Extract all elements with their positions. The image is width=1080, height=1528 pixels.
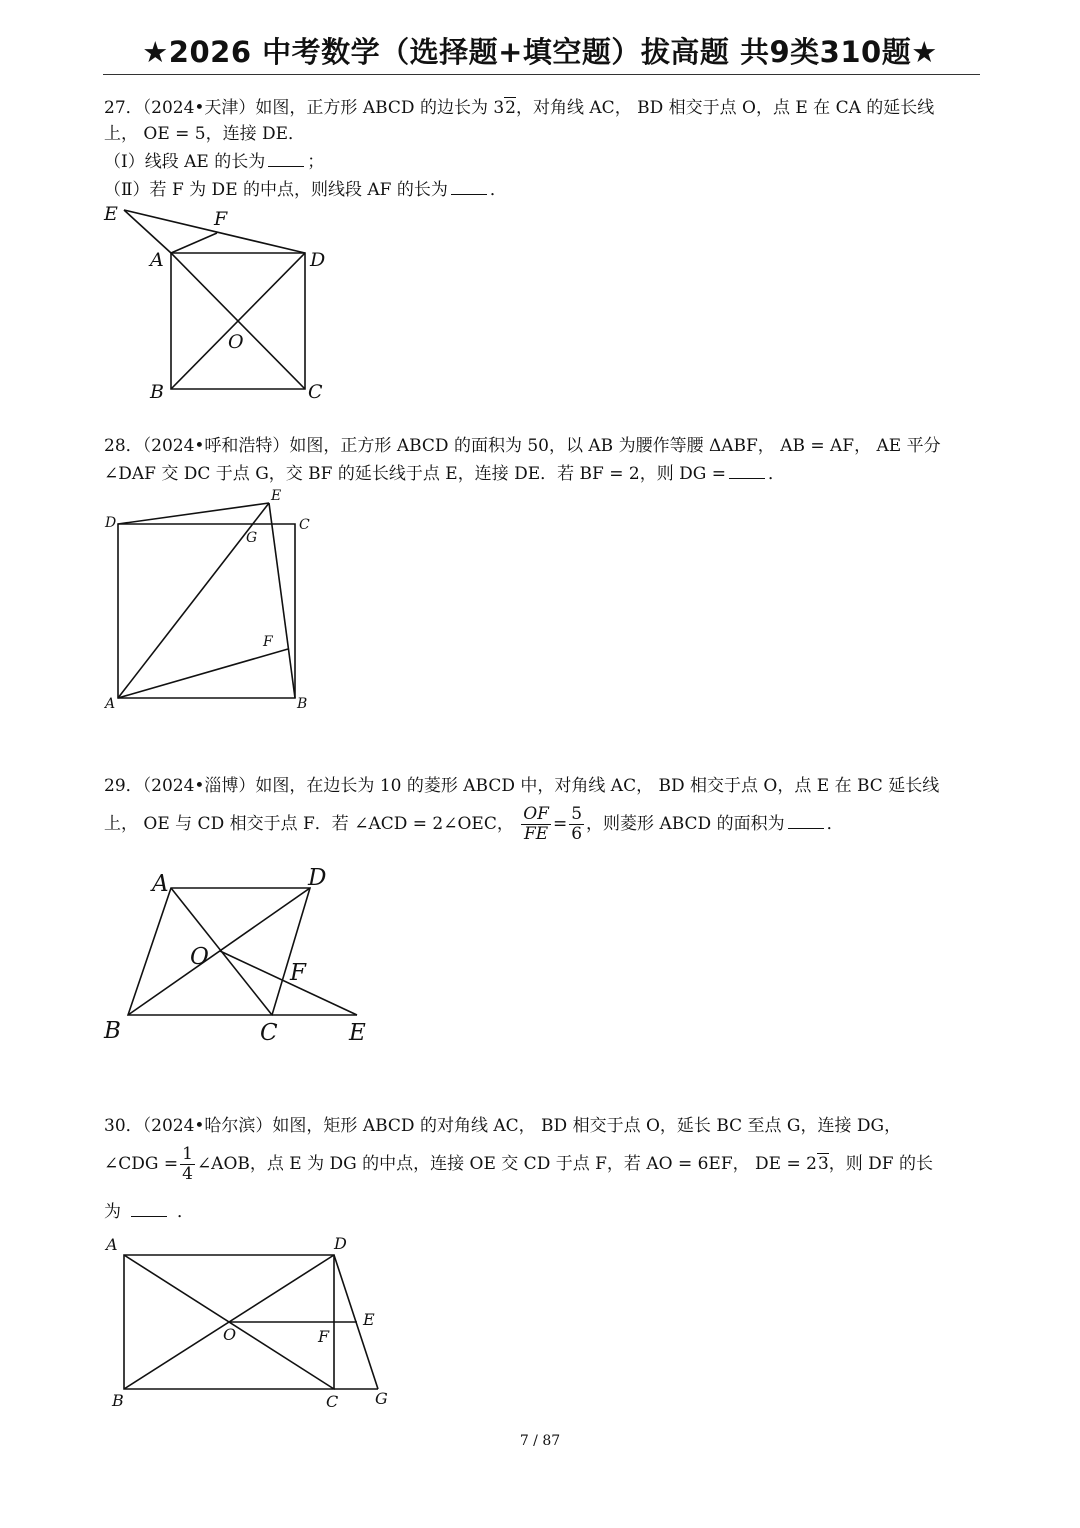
label-c: C [308,381,323,403]
label-f: F [290,960,306,986]
label-b: B [150,381,164,403]
problem-27-text-b: ，对角线 AC， BD 相交于点 O，点 E 在 CA 的延长线 [516,98,935,118]
problem-30-end: ． [177,1202,194,1222]
fraction-numerator: OF [523,804,549,824]
diagonal-bd [128,888,310,1015]
equals-sign: = [552,814,568,834]
fraction-numerator: 1 [182,1144,193,1164]
label-b: B [297,696,308,712]
label-o: O [223,1325,237,1344]
problem-27-part-1-end: ； [307,152,325,172]
label-b: B [104,1018,121,1044]
problem-28-line-2 [104,462,785,486]
problem-29-text-b: ，则菱形 ABCD 的面积为 [586,814,785,834]
label-d: D [310,249,326,271]
label-b: B [112,1391,124,1410]
label-d: D [334,1234,347,1253]
fraction-denominator: 6 [571,824,583,844]
label-a: A [105,696,116,712]
sqrt-3: 3 [817,1154,829,1174]
sqrt-2: 2 [505,98,516,118]
label-e: E [363,1310,375,1329]
problem-27-part-2-end: ． [489,180,507,200]
fraction-denominator: 4 [182,1164,193,1184]
problem-27-part-1-text: （Ⅰ）线段 AE 的长为 [104,152,266,172]
label-g: G [246,530,258,546]
label-f: F [263,634,273,650]
label-e: E [349,1020,366,1046]
problem-28-end: ． [767,464,785,484]
label-g: G [375,1389,388,1408]
segment-ea [124,210,171,253]
segment-de [118,503,269,524]
problem-27-line-2: 上， OE = 5，连接 DE． [104,124,306,144]
label-o: O [228,331,244,353]
problem-28-text: ∠DAF 交 DC 于点 G，交 BF 的延长线于点 E，连接 DE．若 BF = 2，则 DG = [104,464,726,484]
problem-27-part-2 [104,178,507,202]
answer-blank[interactable] [131,1202,167,1217]
problem-30-line-3 [104,1200,194,1224]
fraction-numerator: 5 [571,804,583,824]
label-c: C [260,1020,278,1046]
problem-28-line-1: 28．（2024•呼和浩特）如图，正方形 ABCD 的面积为 50，以 AB 为腰作等腰 ΔABF， AB = AF， AE 平分 [104,436,941,456]
label-e: E [104,203,118,225]
problem-29-line-1: 29．（2024•淄博）如图，在边长为 10 的菱形 ABCD 中，对角线 AC， BD 相交于点 O，点 E 在 BC 延长线 [104,776,940,796]
label-f: F [318,1327,330,1346]
problem-29-end: ． [826,814,844,834]
answer-blank[interactable] [451,180,487,195]
fraction-1-over-4 [180,1145,195,1184]
label-c: C [299,517,310,533]
label-a: A [152,871,169,897]
fraction-of-over-fe [521,805,551,844]
problem-27-figure [100,200,340,410]
label-c: C [326,1392,339,1411]
page-number: 7 / 87 [519,1433,561,1449]
problem-30-line-1: 30．（2024•哈尔滨）如图，矩形 ABCD 的对角线 AC， BD 相交于点 O，延长 BC 至点 G，连接 DG， [104,1116,902,1136]
answer-blank[interactable] [788,814,824,829]
page-header-title: ★2026 中考数学（选择题+填空题）拔高题 共9类310题★ [142,35,938,69]
segment-eb [269,503,295,698]
problem-29-line-2 [104,804,844,844]
problem-30-figure [100,1232,400,1412]
answer-blank[interactable] [729,464,765,479]
label-d: D [308,865,327,891]
problem-30-text-d: 为 [104,1202,121,1222]
problem-30-text-c: ，则 DF 的长 [828,1154,933,1174]
label-o: O [190,944,209,970]
problem-29-text-a: 上， OE 与 CD 相交于点 F．若 ∠ACD = 2∠OEC， [104,814,514,834]
fraction-5-over-6 [569,805,584,844]
label-e: E [271,488,282,504]
label-a: A [106,1235,118,1254]
label-d: D [105,515,117,531]
header-rule [103,74,980,75]
segment-af [171,233,217,253]
problem-27-text-a: 27．（2024•天津）如图，正方形 ABCD 的边长为 3 [104,98,505,118]
problem-27-part-1 [104,150,324,174]
fraction-denominator: FE [523,824,549,844]
segment-af [118,649,288,698]
problem-30-line-2 [104,1144,933,1184]
label-f: F [214,208,228,230]
problem-30-text-a: ∠CDG = [104,1154,179,1174]
problem-27-line-1 [104,96,934,120]
problem-28-figure [100,486,320,716]
problem-30-text-b: ∠AOB，点 E 为 DG 的中点，连接 OE 交 CD 于点 F，若 AO = 6EF， DE = 2 [196,1154,817,1174]
answer-blank[interactable] [268,152,304,167]
problem-29-figure [100,862,380,1052]
label-a: A [150,249,164,271]
problem-27-part-2-text: （Ⅱ）若 F 为 DE 的中点，则线段 AF 的长为 [104,180,448,200]
